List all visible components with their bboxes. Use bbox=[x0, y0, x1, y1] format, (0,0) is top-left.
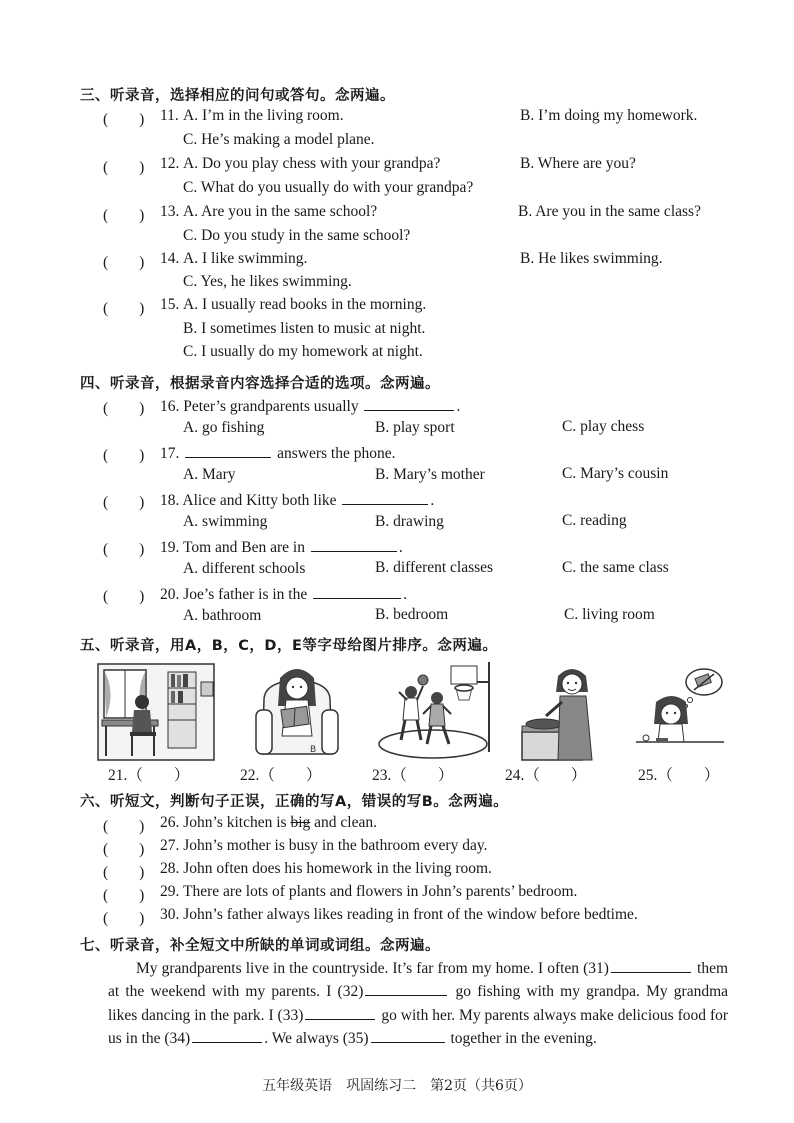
picture-25-answer[interactable]: 25.（ ） bbox=[638, 767, 720, 784]
q12-num: 12. bbox=[160, 155, 180, 172]
q19-blank[interactable] bbox=[311, 537, 397, 552]
q17-option-a: A. Mary bbox=[183, 466, 236, 483]
statement-26-end: and clean. bbox=[310, 814, 377, 831]
q19-option-b: B. different classes bbox=[375, 559, 494, 576]
q11-option-a: A. I’m in the living room. bbox=[183, 107, 344, 124]
statement-26-struck-word: big bbox=[290, 814, 311, 831]
answer-paren-28[interactable]: ( ) bbox=[103, 864, 145, 881]
cloze-text-1: My grandparents live in the countryside. It’s far from my home. I often (31) bbox=[136, 960, 609, 977]
study-room-picture bbox=[96, 662, 216, 762]
q17-option-b: B. Mary’s mother bbox=[375, 466, 485, 483]
cloze-text-2: them at the weekend with my parents. I (32) bbox=[108, 960, 729, 1001]
q20-end: . bbox=[403, 586, 407, 603]
blank-33[interactable] bbox=[305, 1005, 375, 1020]
q14-num: 14. bbox=[160, 250, 180, 267]
q11-option-c: C. He’s making a model plane. bbox=[183, 131, 375, 148]
answer-paren-27[interactable]: ( ) bbox=[103, 841, 145, 858]
q13-option-a: A. Are you in the same school? bbox=[183, 203, 378, 220]
q14-option-c: C. Yes, he likes swimming. bbox=[183, 273, 352, 290]
q15-option-a: A. I usually read books in the morning. bbox=[183, 296, 427, 313]
q19-end: . bbox=[398, 539, 403, 556]
answer-paren-20[interactable]: ( ) bbox=[103, 588, 145, 605]
q17-end: answers the phone. bbox=[277, 445, 396, 462]
q12-option-b: B. Where are you? bbox=[520, 155, 636, 172]
answer-paren-13[interactable]: ( ) bbox=[103, 207, 145, 224]
page-footer: 五年级英语 巩固练习二 第2页（共6页） bbox=[262, 1078, 532, 1094]
blank-34[interactable] bbox=[192, 1028, 262, 1043]
answer-paren-19[interactable]: ( ) bbox=[103, 541, 145, 558]
q20-text: 20. Joe’s father is in the bbox=[160, 586, 308, 603]
answer-paren-15[interactable]: ( ) bbox=[103, 300, 145, 317]
answer-paren-14[interactable]: ( ) bbox=[103, 254, 145, 271]
q20-option-b: B. bedroom bbox=[375, 606, 449, 623]
q18-stem bbox=[160, 490, 434, 510]
q16-end: . bbox=[456, 398, 461, 415]
girl-reading-picture bbox=[252, 662, 342, 762]
section4-title: 四、听录音，根据录音内容选择合适的选项。念两遍。 bbox=[80, 376, 440, 392]
girl-thinking-picture bbox=[632, 662, 728, 762]
cloze-text-3: go fishing with my grandpa. My grandma likes dancing in the park. I (33) bbox=[108, 983, 729, 1024]
q18-option-b: B. drawing bbox=[375, 513, 444, 530]
answer-paren-11[interactable]: ( ) bbox=[103, 111, 145, 128]
q16-text: 16. Peter’s grandparents usually bbox=[160, 398, 359, 415]
answer-paren-17[interactable]: ( ) bbox=[103, 447, 145, 464]
q15-option-b: B. I sometimes listen to music at night. bbox=[183, 320, 426, 337]
section7-title: 七、听录音，补全短文中所缺的单词或词组。念两遍。 bbox=[80, 938, 440, 954]
q18-end: . bbox=[430, 492, 435, 509]
cloze-text-6: together in the evening. bbox=[450, 1029, 597, 1047]
statement-30: 30. John’s father always likes reading in front of the window before bedtime. bbox=[160, 906, 638, 923]
q14-option-a: A. I like swimming. bbox=[183, 250, 308, 267]
q18-text: 18. Alice and Kitty both like bbox=[160, 492, 337, 509]
statement-27: 27. John’s mother is busy in the bathroom every day. bbox=[160, 837, 488, 854]
section6-title: 六、听短文，判断句子正误，正确的写A，错误的写B。念两遍。 bbox=[80, 794, 509, 810]
section5-title: 五、听录音，用A，B，C，D，E等字母给图片排序。念两遍。 bbox=[80, 638, 498, 654]
answer-paren-12[interactable]: ( ) bbox=[103, 159, 145, 176]
q20-stem bbox=[160, 584, 407, 604]
picture-22-answer[interactable]: 22.（ ） bbox=[240, 767, 322, 784]
q17-blank[interactable] bbox=[185, 443, 271, 458]
q20-option-a: A. bathroom bbox=[183, 607, 262, 624]
q18-option-c: C. reading bbox=[562, 512, 627, 529]
basketball-picture bbox=[377, 662, 499, 762]
statement-29: 29. There are lots of plants and flowers in John’s parents’ bedroom. bbox=[160, 883, 578, 900]
statement-28: 28. John often does his homework in the living room. bbox=[160, 860, 492, 877]
cloze-text-4: go with her. My parents always make delicious food for us in the (34) bbox=[108, 1006, 729, 1047]
q18-blank[interactable] bbox=[342, 490, 428, 505]
q13-num: 13. bbox=[160, 203, 180, 220]
q19-option-a: A. different schools bbox=[183, 560, 306, 577]
picture-24-answer[interactable]: 24.（ ） bbox=[505, 767, 587, 784]
q12-option-a: A. Do you play chess with your grandpa? bbox=[183, 155, 441, 172]
cloze-text-5: . We always (35) bbox=[264, 1029, 369, 1047]
q16-stem bbox=[160, 396, 460, 416]
q20-blank[interactable] bbox=[313, 584, 401, 599]
statement-26 bbox=[160, 814, 377, 832]
q20-option-c: C. living room bbox=[564, 606, 655, 623]
q18-option-a: A. swimming bbox=[183, 513, 268, 530]
answer-paren-18[interactable]: ( ) bbox=[103, 494, 145, 511]
blank-31[interactable] bbox=[611, 958, 691, 973]
blank-35[interactable] bbox=[371, 1028, 445, 1043]
q12-option-c: C. What do you usually do with your grandpa? bbox=[183, 179, 474, 196]
cloze-passage bbox=[108, 957, 728, 1050]
q11-num: 11. bbox=[160, 107, 179, 124]
q16-option-b: B. play sport bbox=[375, 419, 455, 436]
q17-option-c: C. Mary’s cousin bbox=[562, 465, 669, 482]
blank-32[interactable] bbox=[365, 981, 447, 996]
q16-blank[interactable] bbox=[364, 396, 454, 411]
section3-title: 三、听录音，选择相应的问句或答句。念两遍。 bbox=[80, 88, 395, 104]
q19-text: 19. Tom and Ben are in bbox=[160, 539, 305, 556]
q13-option-b: B. Are you in the same class? bbox=[518, 203, 701, 220]
picture-23-answer[interactable]: 23.（ ） bbox=[372, 767, 454, 784]
q16-option-c: C. play chess bbox=[562, 418, 645, 435]
q19-option-c: C. the same class bbox=[562, 559, 669, 576]
answer-paren-29[interactable]: ( ) bbox=[103, 887, 145, 904]
q15-option-c: C. I usually do my homework at night. bbox=[183, 343, 423, 360]
q13-option-c: C. Do you study in the same school? bbox=[183, 227, 411, 244]
q17-stem bbox=[160, 443, 396, 463]
woman-cooking-picture bbox=[520, 662, 620, 762]
q16-option-a: A. go fishing bbox=[183, 419, 265, 436]
q14-option-b: B. He likes swimming. bbox=[520, 250, 663, 267]
q15-num: 15. bbox=[160, 296, 180, 313]
answer-paren-26[interactable]: ( ) bbox=[103, 818, 145, 835]
answer-paren-16[interactable]: ( ) bbox=[103, 400, 145, 417]
q19-stem bbox=[160, 537, 403, 557]
answer-paren-30[interactable]: ( ) bbox=[103, 910, 145, 927]
picture-21-answer[interactable]: 21.（ ） bbox=[108, 767, 190, 784]
statement-26-start: 26. John’s kitchen is bbox=[160, 814, 291, 831]
q11-option-b: B. I’m doing my homework. bbox=[520, 107, 698, 124]
q17-text: 17. bbox=[160, 445, 180, 462]
svg-text:B: B bbox=[310, 745, 317, 755]
